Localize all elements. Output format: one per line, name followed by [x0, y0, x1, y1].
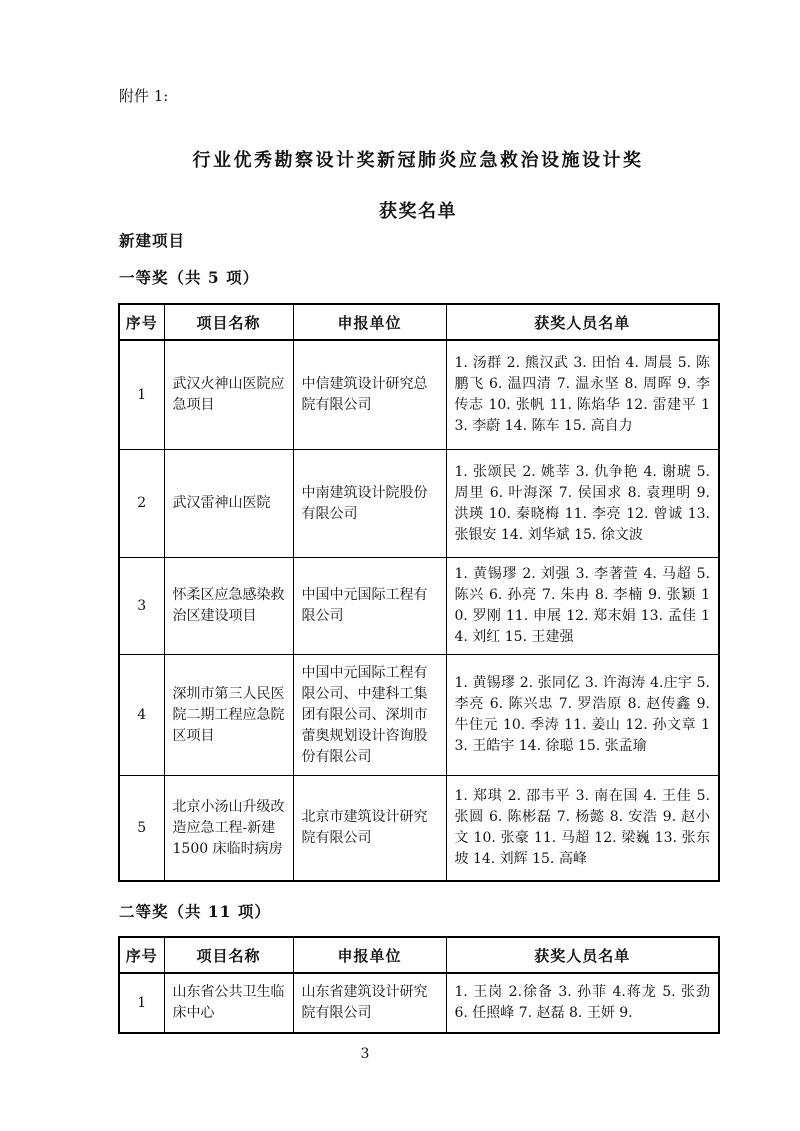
table-row — [119, 450, 719, 558]
cell-seq: 5 — [119, 776, 164, 882]
cell-seq: 1 — [119, 340, 164, 450]
cell-org: 山东省建筑设计研究院有限公司 — [293, 973, 446, 1033]
cell-project: 怀柔区应急感染救治区建设项目 — [164, 558, 293, 655]
cell-project: 北京小汤山升级改造应急工程-新建 1500 床临时病房 — [164, 776, 293, 882]
table-row — [119, 973, 719, 1033]
cell-people: 1. 王岗 2.徐备 3. 孙菲 4.蒋龙 5. 张劲 6. 任照峰 7. 赵磊 8. 王妍 9. — [446, 973, 719, 1033]
col-header-seq: 序号 — [119, 937, 164, 973]
col-header-people: 获奖人员名单 — [446, 304, 719, 340]
col-header-project: 项目名称 — [164, 304, 293, 340]
cell-org: 中国中元国际工程有限公司、中建科工集团有限公司、深圳市蕾奥规划设计咨询股份有限公司 — [293, 655, 446, 776]
cell-people: 1. 汤群 2. 熊汉武 3. 田怡 4. 周晨 5. 陈鹏飞 6. 温四清 7. 温永坚 8. 周晖 9. 李传志 10. 张帆 11. 陈焰华 12. 雷建平 13. 李蔚 14. 陈车 15. 高自力 — [446, 340, 719, 450]
cell-seq: 3 — [119, 558, 164, 655]
second-prize-heading: 二等奖（共 11 项） — [119, 902, 271, 921]
col-header-people: 获奖人员名单 — [446, 937, 719, 973]
cell-org: 北京市建筑设计研究院有限公司 — [293, 776, 446, 882]
table-row — [119, 776, 719, 882]
cell-people: 1. 黄锡璆 2. 张同亿 3. 许海涛 4.庄宇 5. 李亮 6. 陈兴忠 7. 罗浩原 8. 赵传鑫 9. 牛住元 10. 季涛 11. 姜山 12. 孙文章 13. 王皓宇 14. 徐聪 15. 张孟瑜 — [446, 655, 719, 776]
section-heading-new-projects: 新建项目 — [119, 231, 186, 250]
second-prize-table — [118, 936, 720, 1034]
cell-people: 1. 黄锡璆 2. 刘强 3. 李著萱 4. 马超 5. 陈兴 6. 孙亮 7. 朱冉 8. 李楠 9. 张颖 10. 罗刚 11. 申展 12. 郑末娟 13. 孟佳 14. 刘红 15. 王建强 — [446, 558, 719, 655]
attachment-label: 附件 1: — [119, 87, 169, 105]
table-row — [119, 655, 719, 776]
first-prize-table — [118, 303, 720, 882]
table-row — [119, 340, 719, 450]
table-header-row — [119, 937, 719, 973]
cell-people: 1. 郑琪 2. 邵韦平 3. 南在国 4. 王佳 5. 张圆 6. 陈彬磊 7. 杨懿 8. 安浩 9. 赵小文 10. 张豪 11. 马超 12. 梁巍 13. 张东坡 14. 刘辉 15. 高峰 — [446, 776, 719, 882]
first-prize-heading: 一等奖（共 5 项） — [119, 268, 260, 287]
col-header-org: 申报单位 — [293, 937, 446, 973]
col-header-org: 申报单位 — [293, 304, 446, 340]
cell-project: 武汉火神山医院应急项目 — [164, 340, 293, 450]
table-row — [119, 558, 719, 655]
cell-seq: 4 — [119, 655, 164, 776]
col-header-project: 项目名称 — [164, 937, 293, 973]
col-header-seq: 序号 — [119, 304, 164, 340]
cell-project: 武汉雷神山医院 — [164, 450, 293, 558]
page-number: 3 — [360, 1046, 370, 1062]
cell-org: 中南建筑设计院股份有限公司 — [293, 450, 446, 558]
cell-project: 深圳市第三人民医院二期工程应急院区项目 — [164, 655, 293, 776]
document-title: 行业优秀勘察设计奖新冠肺炎应急救治设施设计奖 — [192, 150, 644, 171]
cell-seq: 1 — [119, 973, 164, 1033]
cell-project: 山东省公共卫生临床中心 — [164, 973, 293, 1033]
cell-people: 1. 张颂民 2. 姚莘 3. 仇争艳 4. 谢琥 5. 周里 6. 叶海深 7. 侯国求 8. 袁理明 9. 洪瑛 10. 秦晓梅 11. 李亮 12. 曾诚 13. 张银安 14. 刘华斌 15. 徐文波 — [446, 450, 719, 558]
cell-org: 中信建筑设计研究总院有限公司 — [293, 340, 446, 450]
document-subtitle: 获奖名单 — [379, 201, 457, 222]
cell-org: 中国中元国际工程有限公司 — [293, 558, 446, 655]
table-header-row — [119, 304, 719, 340]
cell-seq: 2 — [119, 450, 164, 558]
